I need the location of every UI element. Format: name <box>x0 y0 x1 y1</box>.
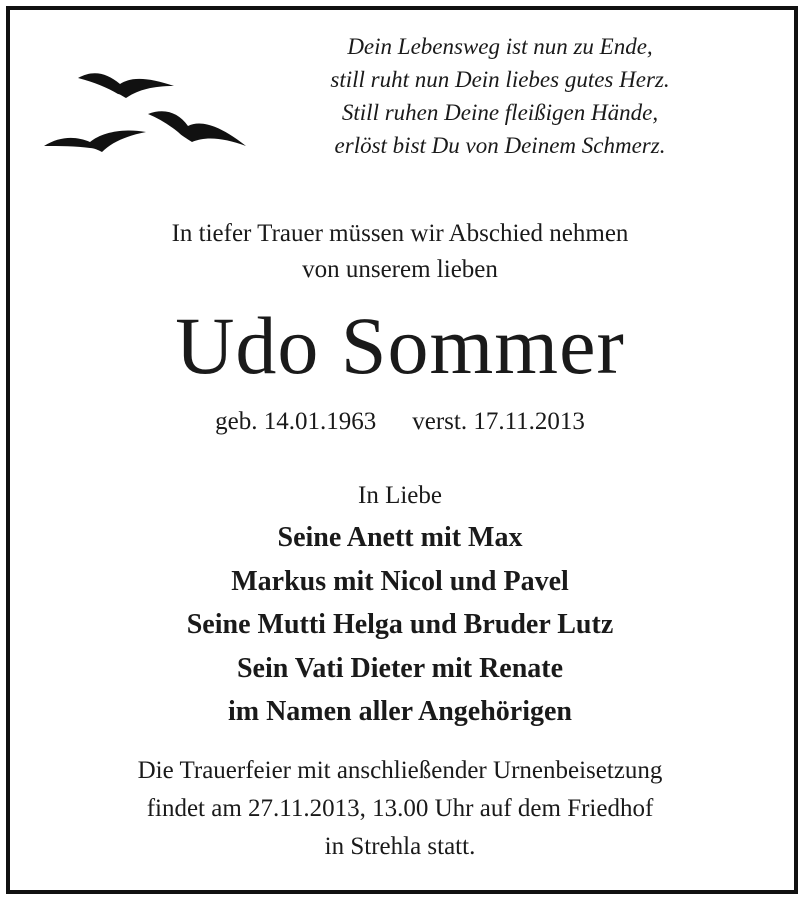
mourner-line: Seine Anett mit Max <box>277 522 523 553</box>
flying-birds-icon <box>40 66 260 166</box>
bird-right <box>148 111 246 146</box>
intro-line-1: In tiefer Trauer müssen wir Abschied nehmen <box>171 220 629 247</box>
bird-left <box>44 130 146 152</box>
death-date: verst. 17.11.2013 <box>412 408 585 435</box>
mourners-list <box>0 516 800 734</box>
life-dates <box>0 404 800 440</box>
mourner-line: Seine Mutti Helga und Bruder Lutz <box>186 609 614 640</box>
bird-top <box>78 73 174 98</box>
birth-date: geb. 14.01.1963 <box>215 408 377 435</box>
mourner-line: Markus mit Nicol und Pavel <box>231 565 569 597</box>
ceremony-line: Die Trauerfeier mit anschließender Urnenbeisetzung <box>137 757 663 784</box>
ceremony-info <box>0 752 800 866</box>
poem-line: erlöst bist Du von Deinem Schmerz. <box>334 133 666 158</box>
intro-line-2: von unserem lieben <box>302 256 498 283</box>
poem <box>280 30 720 162</box>
ceremony-line: in Strehla statt. <box>324 833 476 860</box>
poem-line: still ruht nun Dein liebes gutes Herz. <box>330 67 670 92</box>
poem-line: Dein Lebensweg ist nun zu Ende, <box>347 34 653 59</box>
mourner-line: Sein Vati Dieter mit Renate <box>236 652 564 684</box>
poem-line: Still ruhen Deine fleißigen Hände, <box>341 100 659 125</box>
mourner-line: im Namen aller Angehörigen <box>227 696 572 727</box>
intro-text <box>0 216 800 288</box>
deceased-name: Udo Sommer <box>175 300 625 391</box>
mourners-intro: In Liebe <box>358 482 442 509</box>
ceremony-line: findet am 27.11.2013, 13.00 Uhr auf dem Friedhof <box>146 795 654 822</box>
